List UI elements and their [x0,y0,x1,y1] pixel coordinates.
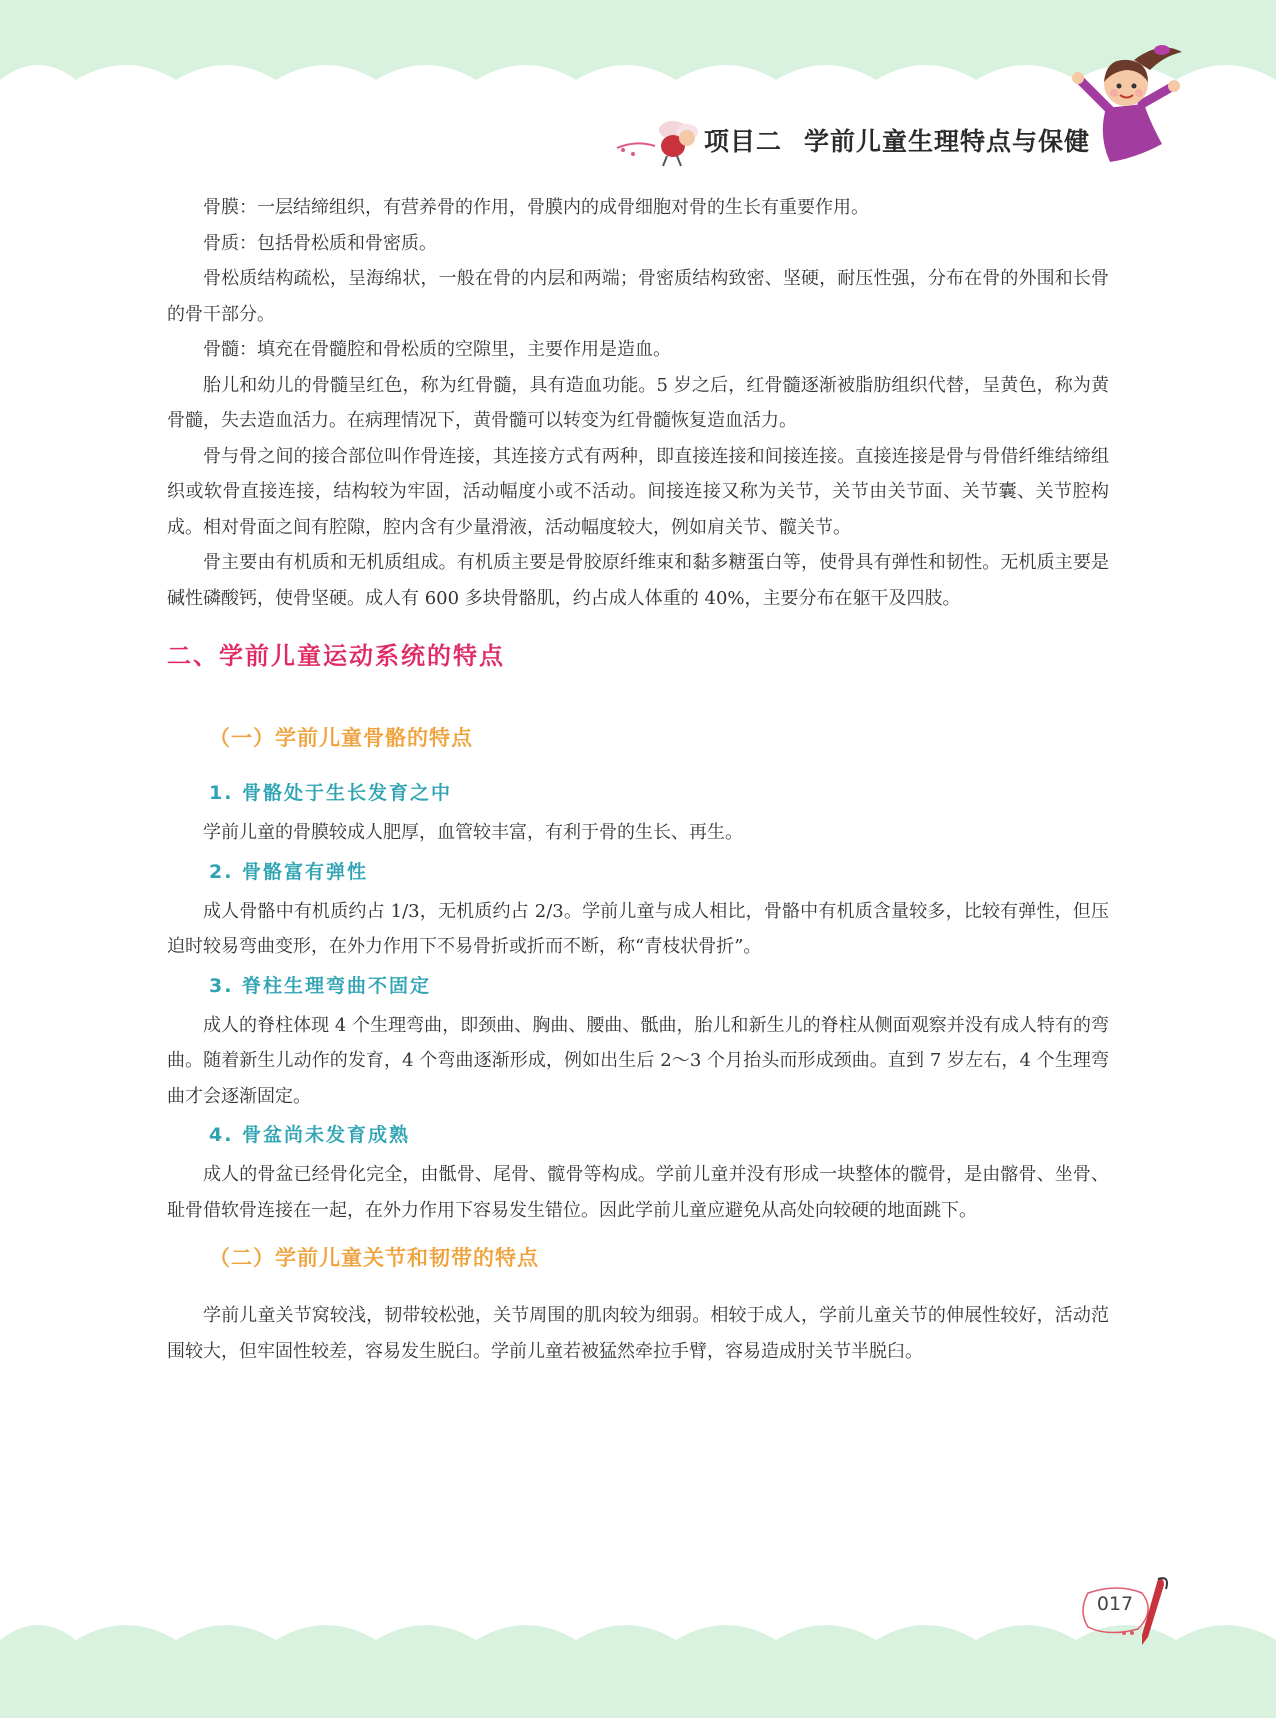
header-chapter-title: 学前儿童生理特点与保健 [803,127,1090,156]
paragraph-bone-substance: 骨质：包括骨松质和骨密质。 [203,232,437,254]
paragraph-bone-marrow: 骨髓：填充在骨髓腔和骨松质的空隙里，主要作用是造血。 [203,339,671,360]
subsection-heading-skeleton: （一）学前儿童骨骼的特点 [209,726,473,750]
item-heading-growth: 1. 骨骼处于生长发育之中 [209,782,453,804]
paragraph-periosteum: 骨膜：一层结缔组织，有营养骨的作用，骨膜内的成骨细胞对骨的生长有重要作用。 [203,197,869,218]
pen-illustration [1130,1575,1170,1650]
paragraph-bone-joints: 骨与骨之间的接合部位叫作骨连接，其连接方式有两种，即直接连接和间接连接。直接连接是骨与骨借纤维结缔组织或软骨直接连接，结构较为牢固，活动幅度小或不活动。间接连接又称为关节，关节由关节面、关节囊、关节腔构成。相对骨面之间有腔隙，腔内含有少量滑液，活动幅度较大，例如肩关节、髋关节。 [167,445,1109,538]
item-heading-spine-curves: 3. 脊柱生理弯曲不固定 [209,974,432,997]
section-heading-motor-system: 二、学前儿童运动系统的特点 [167,642,505,670]
girl-illustration [1070,40,1190,170]
page-header [704,122,1090,158]
subsection-heading-joints-ligaments: （二）学前儿童关节和韧带的特点 [209,1246,539,1270]
paragraph-red-yellow-marrow: 胎儿和幼儿的骨髓呈红色，称为红骨髓，具有造血功能。5 岁之后，红骨髓逐渐被脂肪组织代替，呈黄色，称为黄骨髓，失去造血活力。在病理情况下，黄骨髓可以转变为红骨髓恢复造血活力。 [167,374,1109,431]
item-text-spine-curves: 成人的脊柱体现 4 个生理弯曲，即颈曲、胸曲、腰曲、骶曲，胎儿和新生儿的脊柱从侧面观察并没有成人特有的弯曲。随着新生儿动作的发育，4 个弯曲逐渐形成，例如出生后 2～3 个月抬头而形成颈曲。直到 7 岁左右，4 个生理弯曲才会逐渐固定。 [167,1014,1109,1107]
paragraph-bone-composition: 骨主要由有机质和无机质组成。有机质主要是骨胶原纤维束和黏多糖蛋白等，使骨具有弹性和韧性。无机质主要是碱性磷酸钙，使骨坚硬。成人有 600 多块骨骼肌，约占成人体重的 40%，主要分布在躯干及四肢。 [167,552,1109,609]
paragraph-joints-ligaments: 学前儿童关节窝较浅，韧带较松弛，关节周围的肌肉较为细弱。相较于成人，学前儿童关节的伸展性较好，活动范围较大，但牢固性较差，容易发生脱臼。学前儿童若被猛然牵拉手臂，容易造成肘关节半脱臼。 [167,1305,1109,1362]
fairy-illustration [615,110,710,170]
item-text-pelvis: 成人的骨盆已经骨化完全，由骶骨、尾骨、髋骨等构成。学前儿童并没有形成一块整体的髋骨，是由髂骨、坐骨、耻骨借软骨连接在一起，在外力作用下容易发生错位。因此学前儿童应避免从高处向较硬的地面跳下。 [167,1164,1109,1221]
item-heading-pelvis: 4. 骨盆尚未发育成熟 [209,1124,411,1146]
page-body [167,190,1109,1369]
item-heading-elasticity: 2. 骨骼富有弹性 [209,860,369,883]
page-number: 017 [1096,1593,1134,1615]
item-text-elasticity: 成人骨骼中有机质约占 1/3，无机质约占 2/3。学前儿童与成人相比，骨骼中有机质含量较多，比较有弹性，但压迫时较易弯曲变形，在外力作用下不易骨折或折而不断，称“青枝状骨折”。 [167,900,1109,957]
item-text-growth: 学前儿童的骨膜较成人肥厚，血管较丰富，有利于骨的生长、再生。 [203,822,743,843]
paragraph-spongy-compact-bone: 骨松质结构疏松，呈海绵状，一般在骨的内层和两端；骨密质结构致密、坚硬，耐压性强，分布在骨的外围和长骨的骨干部分。 [167,268,1109,325]
header-project-label: 项目二 [703,127,782,156]
